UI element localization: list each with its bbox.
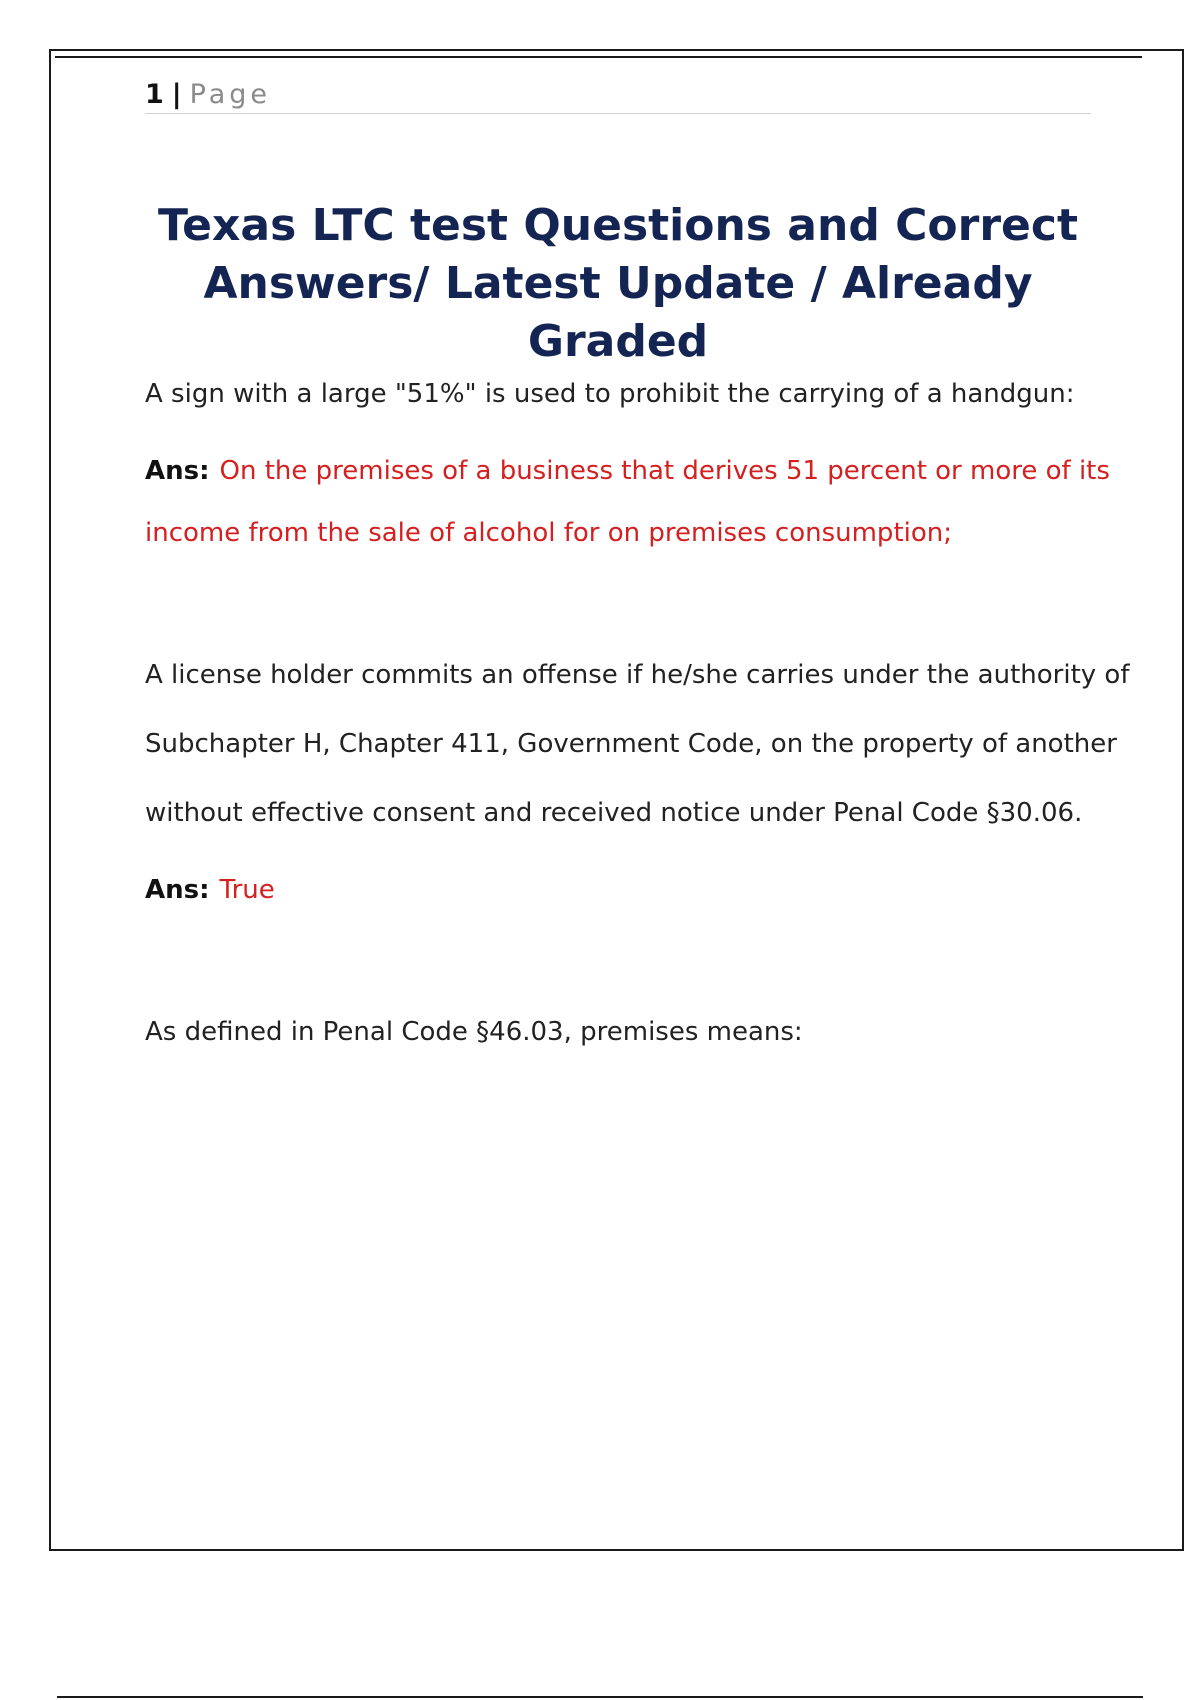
frame-top-rule [55, 56, 1142, 58]
qa-item [145, 641, 1135, 921]
answer-line [145, 859, 1135, 921]
page-number: 1 [145, 79, 164, 110]
answer-text: On the premises of a business that derives 51 percent or more of its income from the sale of alcohol for on premises consumption; [145, 456, 1110, 548]
page-separator: | [171, 79, 182, 110]
page-frame [49, 49, 1184, 1551]
qa-item [145, 360, 1135, 564]
question-text: A license holder commits an offense if he/she carries under the authority of Subchapter H, Chapter 411, Government Code, on the property of another without effective consent and received notice under Penal Code §30.06. [145, 660, 1130, 828]
answer-text: True [219, 875, 275, 905]
next-page-top-rule [57, 1696, 1143, 1698]
qa-item [145, 998, 1135, 1067]
page-label: Page [189, 79, 272, 110]
answer-label: Ans: [145, 456, 210, 486]
question-text: As defined in Penal Code §46.03, premises means: [145, 1017, 803, 1047]
question-text: A sign with a large "51%" is used to prohibit the carrying of a handgun: [145, 379, 1075, 409]
qa-content [145, 360, 1135, 1067]
answer-line [145, 440, 1135, 564]
page-header [145, 77, 1091, 114]
answer-label: Ans: [145, 875, 210, 905]
document-title: Texas LTC test Questions and Correct Answers/ Latest Update / Already Graded [157, 200, 1079, 367]
